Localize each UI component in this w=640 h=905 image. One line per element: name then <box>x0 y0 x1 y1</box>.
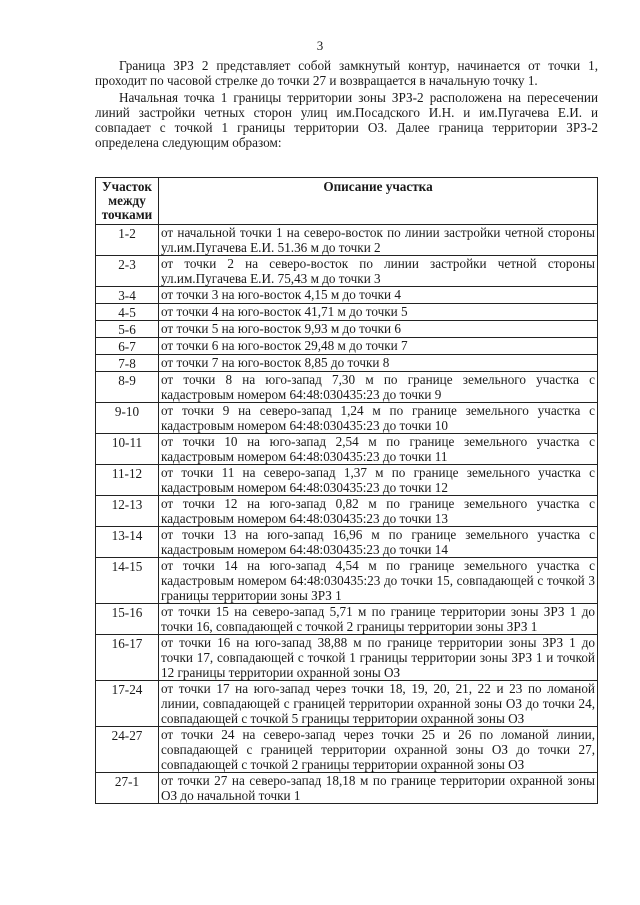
table-row <box>96 338 598 355</box>
table-row <box>96 225 598 256</box>
description-cell: от точки 27 на северо-запад 18,18 м по границе территории охранной зоны ОЗ до начальной точки 1 <box>159 773 598 804</box>
table-row <box>96 287 598 304</box>
description-cell: от точки 17 на юго-запад через точки 18, 19, 20, 21, 22 и 23 по ломаной линии, совпадающей с границей территории охранной зоны ОЗ до точки 24, совпадающей с точкой 5 границы территории охранной зоны ОЗ <box>159 681 598 727</box>
table-row <box>96 635 598 681</box>
intro-text <box>95 58 598 152</box>
description-cell: от точки 16 на юго-запад 38,88 м по границе территории зоны ЗРЗ 1 до точки 17, совпадающей с точкой 1 границы территории зоны ЗРЗ 1 и точкой 12 границы территории охранной зоны ОЗ <box>159 635 598 681</box>
segment-cell: 8-9 <box>96 372 159 403</box>
table-row <box>96 372 598 403</box>
segment-cell: 4-5 <box>96 304 159 321</box>
description-cell: от точки 8 на юго-запад 7,30 м по границе земельного участка с кадастровым номером 64:48:030435:23 до точки 9 <box>159 372 598 403</box>
table-row <box>96 681 598 727</box>
segment-cell: 3-4 <box>96 287 159 304</box>
description-cell: от точки 12 на юго-запад 0,82 м по границе земельного участка с кадастровым номером 64:48:030435:23 до точки 13 <box>159 496 598 527</box>
table-header-row <box>96 178 598 225</box>
segment-cell: 24-27 <box>96 727 159 773</box>
segment-cell: 1-2 <box>96 225 159 256</box>
description-cell: от точки 6 на юго-восток 29,48 м до точки 7 <box>159 338 598 355</box>
intro-paragraph-2: Начальная точка 1 границы территории зоны ЗРЗ-2 расположена на пересечении линий застройки четных сторон улиц им.Посадского И.Н. и им.Пугачева Е.И. и совпадает с точкой 1 границы территории ОЗ. Далее граница территории ЗРЗ-2 определена следующим образом: <box>95 90 598 150</box>
segment-cell: 2-3 <box>96 256 159 287</box>
description-cell: от точки 24 на северо-запад через точки 25 и 26 по ломаной линии, совпадающей с границей территории охранной зоны ОЗ до точки 27, совпадающей с точкой 2 границы территории охранной зоны ОЗ <box>159 727 598 773</box>
table-row <box>96 355 598 372</box>
table-row <box>96 496 598 527</box>
header-segment: Участок между точками <box>96 178 159 225</box>
segment-cell: 15-16 <box>96 604 159 635</box>
description-cell: от начальной точки 1 на северо-восток по линии застройки четной стороны ул.им.Пугачева Е.И. 51.36 м до точки 2 <box>159 225 598 256</box>
table-row <box>96 304 598 321</box>
segment-cell: 14-15 <box>96 558 159 604</box>
segment-cell: 17-24 <box>96 681 159 727</box>
description-cell: от точки 13 на юго-запад 16,96 м по границе земельного участка с кадастровым номером 64:48:030435:23 до точки 14 <box>159 527 598 558</box>
table-row <box>96 434 598 465</box>
page-number: 3 <box>316 38 324 53</box>
table-row <box>96 403 598 434</box>
segment-cell: 6-7 <box>96 338 159 355</box>
description-cell: от точки 4 на юго-восток 41,71 м до точки 5 <box>159 304 598 321</box>
segment-cell: 11-12 <box>96 465 159 496</box>
segment-cell: 5-6 <box>96 321 159 338</box>
description-cell: от точки 11 на северо-запад 1,37 м по границе земельного участка с кадастровым номером 64:48:030435:23 до точки 12 <box>159 465 598 496</box>
intro-paragraph-1: Граница ЗРЗ 2 представляет собой замкнутый контур, начинается от точки 1, проходит по часовой стрелке до точки 27 и возвращается в начальную точку 1. <box>95 58 598 88</box>
description-cell: от точки 7 на юго-восток 8,85 до точки 8 <box>159 355 598 372</box>
segment-cell: 16-17 <box>96 635 159 681</box>
table-row <box>96 256 598 287</box>
table-row <box>96 321 598 338</box>
table-row <box>96 465 598 496</box>
description-cell: от точки 9 на северо-запад 1,24 м по границе земельного участка с кадастровым номером 64:48:030435:23 до точки 10 <box>159 403 598 434</box>
table-row <box>96 604 598 635</box>
description-cell: от точки 5 на юго-восток 9,93 м до точки 6 <box>159 321 598 338</box>
table-row <box>96 773 598 804</box>
description-cell: от точки 3 на юго-восток 4,15 м до точки 4 <box>159 287 598 304</box>
boundary-sections-table <box>95 177 598 804</box>
description-cell: от точки 14 на юго-запад 4,54 м по границе земельного участка с кадастровым номером 64:48:030435:23 до точки 15, совпадающей с точкой 3 границы территории зоны ЗРЗ 1 <box>159 558 598 604</box>
segment-cell: 27-1 <box>96 773 159 804</box>
description-cell: от точки 15 на северо-запад 5,71 м по границе территории зоны ЗРЗ 1 до точки 16, совпадающей с точкой 2 границы территории зоны ЗРЗ 1 <box>159 604 598 635</box>
table-row <box>96 727 598 773</box>
table-row <box>96 527 598 558</box>
description-cell: от точки 10 на юго-запад 2,54 м по границе земельного участка с кадастровым номером 64:48:030435:23 до точки 11 <box>159 434 598 465</box>
segment-cell: 13-14 <box>96 527 159 558</box>
segment-cell: 9-10 <box>96 403 159 434</box>
segment-cell: 12-13 <box>96 496 159 527</box>
table-row <box>96 558 598 604</box>
segment-cell: 7-8 <box>96 355 159 372</box>
description-cell: от точки 2 на северо-восток по линии застройки четной стороны ул.им.Пугачева Е.И. 75,43 м до точки 3 <box>159 256 598 287</box>
header-description: Описание участка <box>159 178 598 225</box>
segment-cell: 10-11 <box>96 434 159 465</box>
